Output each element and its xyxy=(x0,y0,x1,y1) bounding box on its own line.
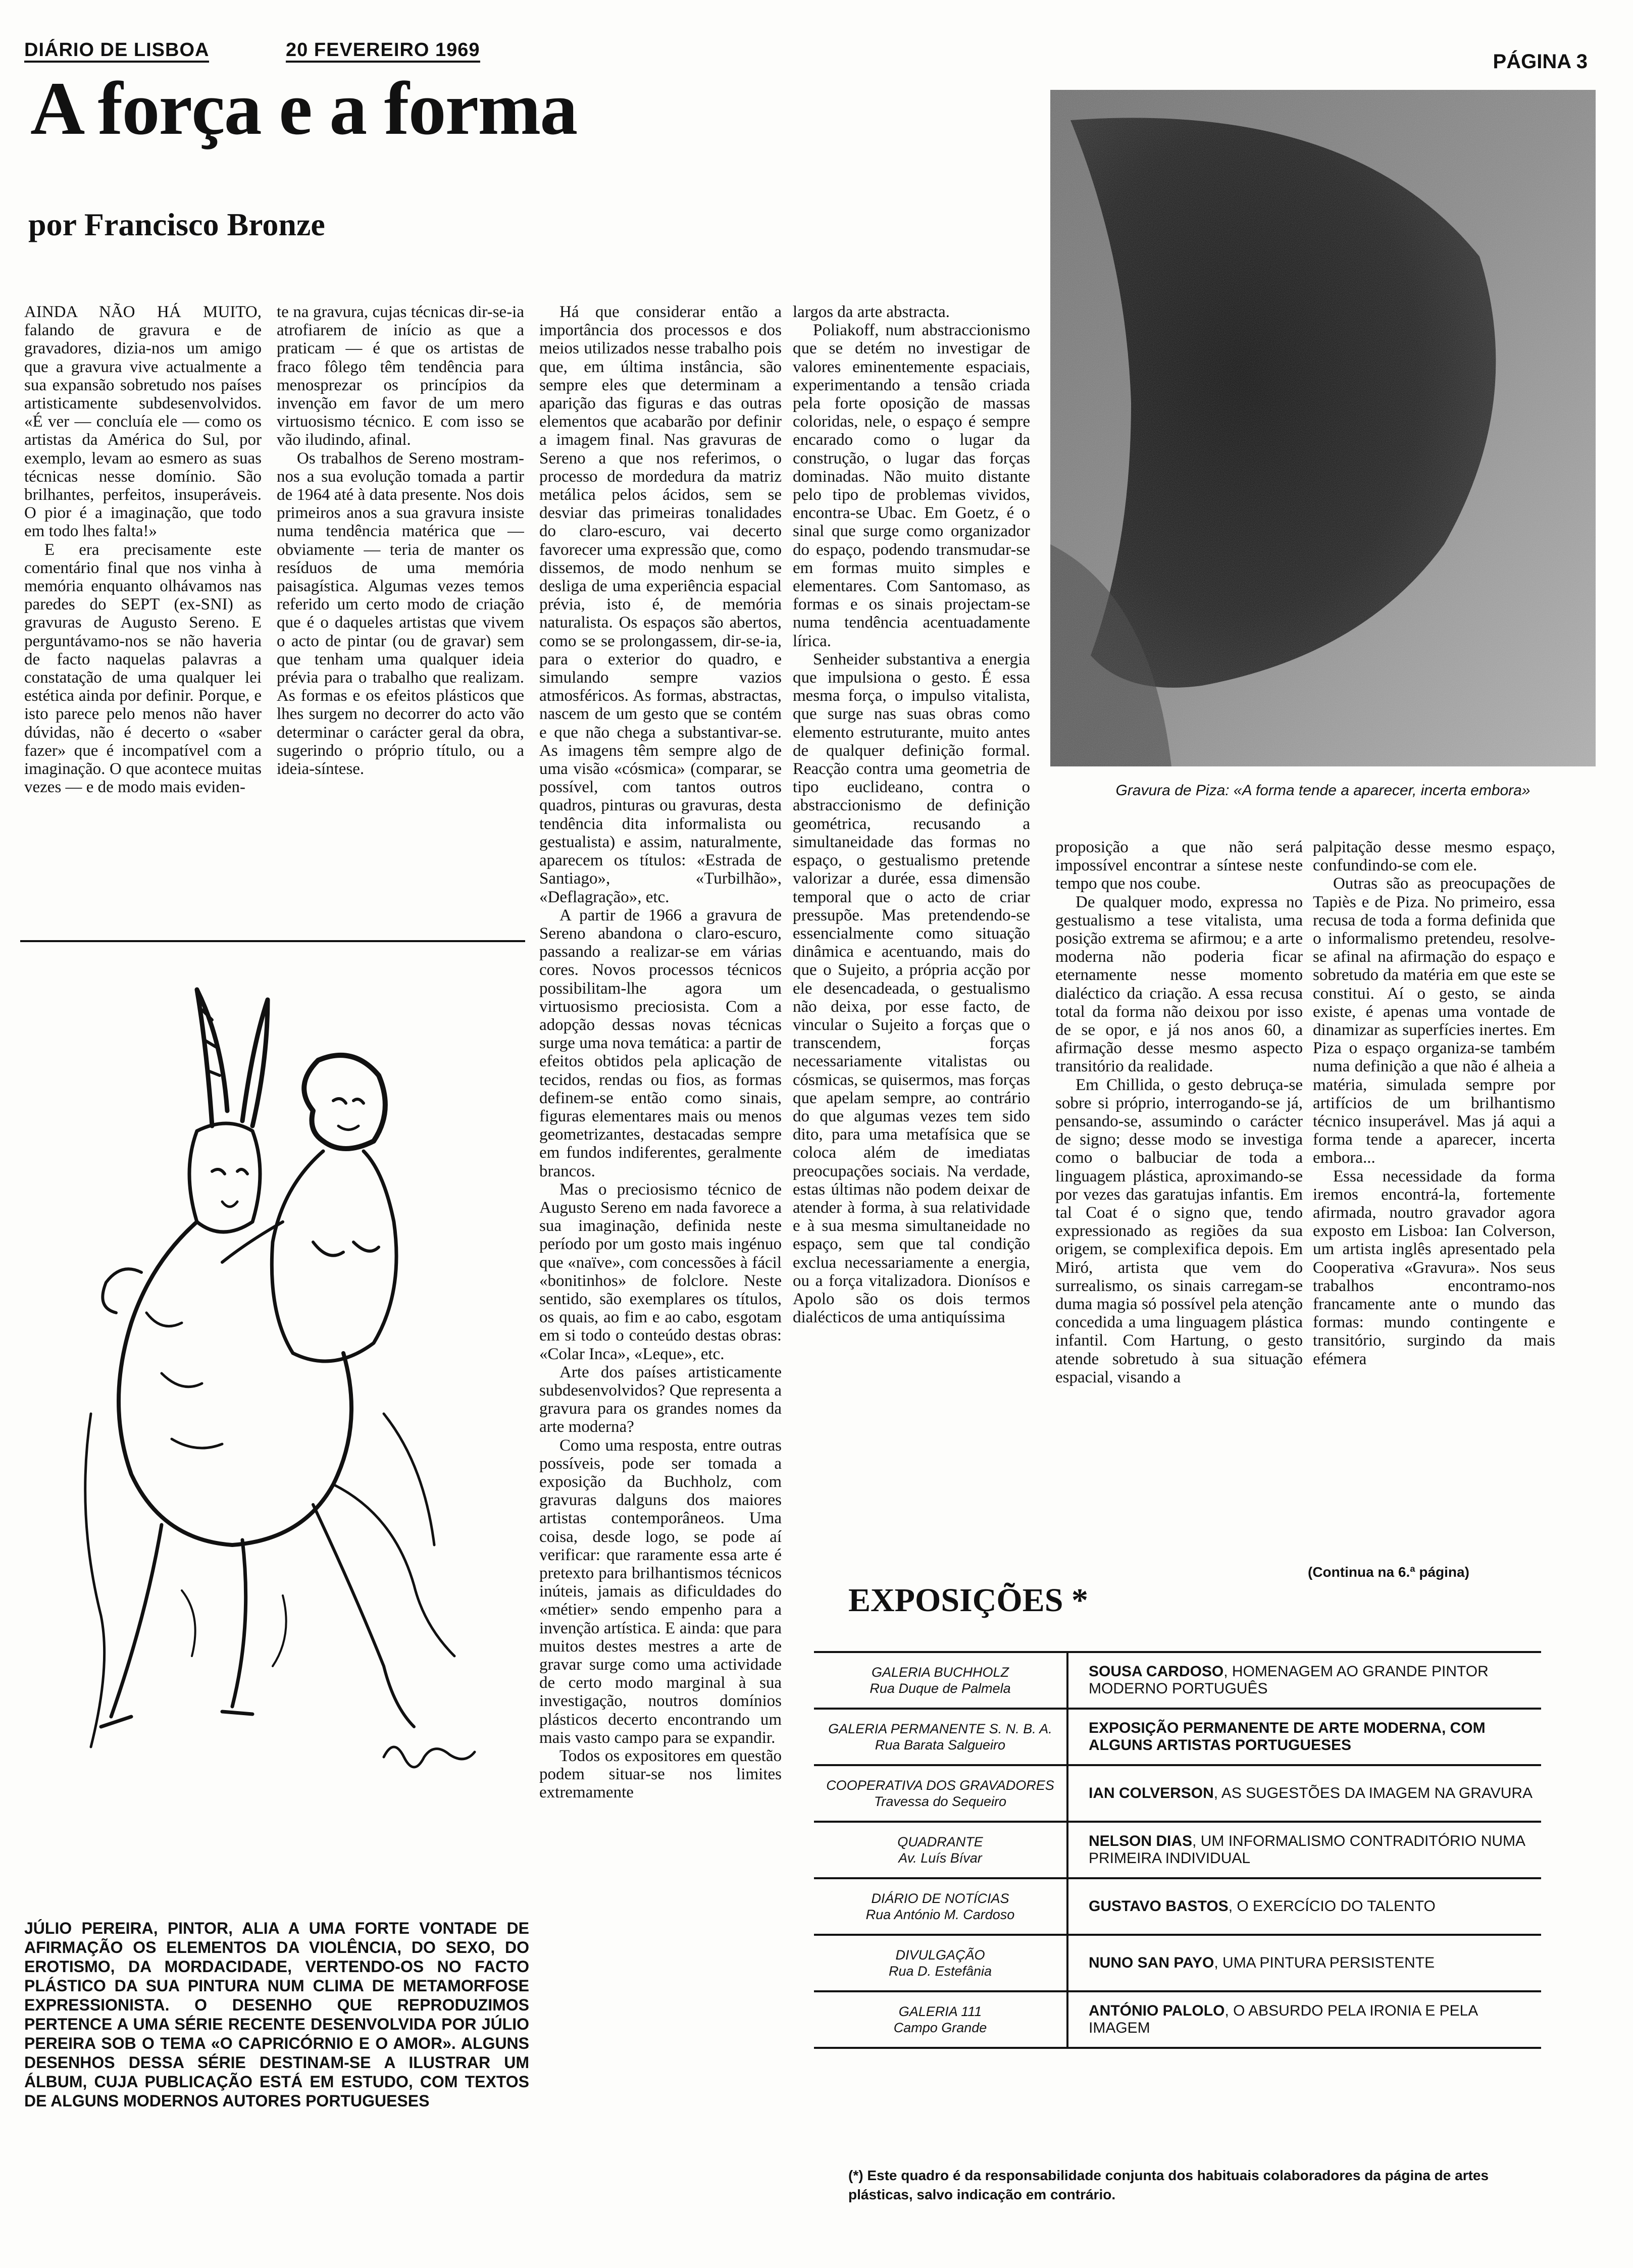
exhibition-subtitle: , AS SUGESTÕES DA IMAGEM NA GRAVURA xyxy=(1213,1785,1533,1801)
venue-name: DIVULGAÇÃO xyxy=(895,1947,985,1963)
exhibition-artist: GUSTAVO BASTOS xyxy=(1089,1898,1229,1915)
article-column-2 xyxy=(277,303,524,929)
continued-note: (Continua na 6.ª página) xyxy=(1308,1564,1469,1580)
paragraph: largos da arte abstracta. xyxy=(793,303,950,321)
paragraph: Arte dos países artisticamente subdesenvolvidos? Que representa a gravura para os grandes nomes da arte moderna? xyxy=(539,1363,782,1436)
venue-address: Rua António M. Cardoso xyxy=(865,1907,1015,1922)
newspaper-name: DIÁRIO DE LISBOA xyxy=(24,39,209,63)
exhibition-artist: ANTÓNIO PALOLO xyxy=(1089,2002,1225,2019)
article-title: A força e a forma xyxy=(30,67,577,150)
venue-address: Rua Barata Salgueiro xyxy=(875,1737,1006,1752)
masthead xyxy=(24,39,551,61)
photo-caption: Gravura de Piza: «A forma tende a aparecer, incerta embora» xyxy=(1115,782,1530,799)
paragraph: Essa necessidade da forma iremos encontrá-la, fortemente afirmada, noutro gravador agora exposto em Lisboa: Ian Colverson, um artista inglês apresentado pela Cooperativa «Gravura». Nos seus trabalhos encontramo-nos francamente ante o mundo das formas: mundo contingente e transitório, surgindo da mais efémera xyxy=(1313,1167,1555,1368)
paragraph: E era precisamente este comentário final que nos vinha à memória enquanto olhávamos nas paredes do SEPT (ex-SNI) as gravuras de Augusto Sereno. E perguntávamo-nos se não haveria de facto naquelas palavras a constatação de uma qualquer lei estética ainda por definir. Porque, e isto parece pelo menos não haver dúvidas, não é decerto o «saber fazer» que é incompatível com a imaginação. O que acontece muitas vezes — e de modo mais eviden- xyxy=(24,540,262,797)
paragraph: Há que considerar então a importância dos processos e dos meios utilizados nesse trabalho pois que, em última instância, são sempre eles que determinam a aparição das figuras e das outras elementos que acabarão por definir a imagem final. Nas gravuras de Sereno a que nos referimos, o processo de mordedura da matriz metálica pelos ácidos, sem se desviar das primeiras tonalidades do claro-escuro, vai decerto favorecer uma expressão que, como dissemos, de modo nenhum se desliga de uma experiência espacial prévia, isto é, de memória naturalista. Os espaços são abertos, como se se prolongassem, dir-se-ia, para o exterior do quadro, e simulando sempre vazios atmosféricos. As formas, abstractas, nascem de um gesto que se contém e que não chega a substantivar-se. As imagens têm sempre algo de uma visão «cósmica» (comparar, se possível, com tantos outros quadros, pinturas ou gravuras, desta tendência dita informalista ou gestualista) e assim, naturalmente, aparecem os títulos: «Estrada de Santiago», «Turbilhão», «Deflagração», etc. xyxy=(539,303,782,906)
article-column-4 xyxy=(793,303,1030,1545)
article-byline: por Francisco Bronze xyxy=(28,207,325,242)
venue-name: GALERIA PERMANENTE S. N. B. A. xyxy=(828,1721,1052,1736)
venue-name: DIÁRIO DE NOTÍCIAS xyxy=(871,1891,1009,1906)
exhibitions-title: EXPOSIÇÕES * xyxy=(848,1582,1088,1619)
article-column-6 xyxy=(1313,838,1555,1565)
exhibition-description xyxy=(1067,1935,1541,1991)
exhibition-description xyxy=(1067,1878,1541,1935)
paragraph: Poliakoff, num abstraccionismo que se detém no investigar de valores eminentemente espaciais, experimentando a tensão criada pela forte oposição de massas coloridas, nele, o espaço é sempre encarado como o lugar da construção, o lugar das forças dominadas. Não muito distante pelo tipo de problemas vividos, encontra-se Ubac. Em Goetz, é o sinal que surge como organizador do espaço, podendo transmudar-se em formas muito simples e elementares. Com Santomaso, as formas e os sinais projectam-se numa tendência acentuadamente lírica. xyxy=(793,321,1030,650)
venue-name: QUADRANTE xyxy=(897,1834,983,1849)
exhibitions-table xyxy=(814,1651,1541,2049)
drawing-caption: JÚLIO PEREIRA, PINTOR, ALIA A UMA FORTE VONTADE DE AFIRMAÇÃO OS ELEMENTOS DA VIOLÊNCIA, DO SEXO, DO EROTISMO, DA MORDACIDADE, VERTENDO-OS NO FACTO PLÁSTICO DA SUA PINTURA NUM CLIMA DE METAMORFOSE EXPRESSIONISTA. O DESENHO QUE REPRODUZIMOS PERTENCE A UMA SÉRIE RECENTE DESENVOLVIDA POR JÚLIO PEREIRA SOB O TEMA «O CAPRICÓRNIO E O AMOR». ALGUNS DESENHOS DESSA SÉRIE DESTINAM-SE A ILUSTRAR UM ÁLBUM, CUJA PUBLICAÇÃO ESTÁ EM ESTUDO, COM TEXTOS DE ALGUNS MODERNOS AUTORES PORTUGUESES xyxy=(24,1919,529,2110)
paragraph: proposição a que não será impossível encontrar a síntese neste tempo que nos coube. xyxy=(1055,838,1303,893)
paragraph: Outras são as preocupações de Tapiès e de Piza. No primeiro, essa recusa de toda a forma definida que o informalismo pretendeu, resolve-se afinal na afirmação do espaço e sobretudo da matéria em que este se constitui. Aí o gesto, se ainda existe, é apenas uma vontade de dinamizar as superfícies inertes. Em Piza o espaço organiza-se também numa definição a que não é alheia a matéria, simulada sempre por artifícios de um brilhantismo técnico insuperável. Mas já aqui a forma tende a aparecer, incerta embora... xyxy=(1313,874,1555,1167)
exhibition-description xyxy=(1067,1652,1541,1709)
exhibition-subtitle: , UM INFORMALISMO CONTRADITÓRIO NUMA PRIMEIRA INDIVIDUAL xyxy=(1089,1833,1525,1867)
paragraph: Mas o preciosismo técnico de Augusto Sereno em nada favorece a sua imaginação, definida neste período por um gosto mais ingénuo que «naïve», com concessões à fácil «bonitinhos» de folclore. Neste sentido, são exemplares os títulos, os quais, ao fim e ao cabo, esgotam em si todo o conteúdo destas obras: «Colar Inca», «Leque», etc. xyxy=(539,1180,782,1363)
exhibition-artist: NELSON DIAS xyxy=(1089,1833,1193,1849)
venue-address: Rua Duque de Palmela xyxy=(870,1681,1011,1696)
paragraph: Senheider substantiva a energia que impulsiona o gesto. É essa mesma força, o impulso vitalista, que surge nas suas obras como elemento estruturante, muito antes de qualquer definição formal. Reacção contra uma geometria de tipo euclideano, contra o abstraccionismo de definição geométrica, recusando a simultaneidade das formas no espaço, o gestualismo pretende valorizar a durée, essa dimensão temporal que o acto de criar pressupõe. Mas pretendendo-se essencialmente como situação dinâmica e acentuando, mais do que o Sujeito, a própria acção por ele desencadeada, o gestualismo não deixa, por esse facto, de vincular o Sujeito a forças que o transcendem, forças necessariamente vitalistas ou cósmicas, se quisermos, mas forças que apelam sempre, ao contrário do que algumas vezes tem sido dito, para uma metafísica que se coloca além de imediatas preocupações sociais. Na verdade, estas últimas não podem deixar de atender à forma, à sua relatividade e à sua mesma simultaneidade no espaço, sem que tal condição exclua necessariamente a energia, ou a força vitalizadora. Dionísos e Apolo são os dois termos dialécticos de uma antiquíssima xyxy=(793,650,1030,1327)
exhibition-artist: IAN COLVERSON xyxy=(1089,1785,1214,1801)
exhibition-artist: NUNO SAN PAYO xyxy=(1089,1954,1214,1971)
exhibition-row xyxy=(814,1935,1541,1991)
venue-name: COOPERATIVA DOS GRAVADORES xyxy=(826,1778,1054,1793)
exhibition-venue xyxy=(814,1991,1067,2048)
exhibition-artist: EXPOSIÇÃO PERMANENTE DE ARTE MODERNA, COM ALGUNS ARTISTAS PORTUGUESES xyxy=(1089,1720,1486,1754)
page-number: PÁGINA 3 xyxy=(1493,50,1588,73)
exhibition-venue xyxy=(814,1878,1067,1935)
venue-name: GALERIA 111 xyxy=(898,2004,982,2019)
exhibition-venue xyxy=(814,1935,1067,1991)
paragraph: AINDA NÃO HÁ MUITO, falando de gravura e de gravadores, dizia-nos um amigo que a gravura vive actualmente a sua expansão sobretudo nos países artisticamente subdesenvolvidos. «É ver — concluía ele — como os artistas da América do Sul, por exemplo, levam ao esmero as suas técnicas nesse domínio. São brilhantes, perfeitos, insuperáveis. O pior é a imaginação, que todo em todo lhes falta!» xyxy=(24,303,262,541)
exhibition-venue xyxy=(814,1822,1067,1878)
paragraph: Os trabalhos de Sereno mostram-nos a sua evolução tomada a partir de 1964 até à data presente. Nos dois primeiros anos a sua gravura insiste numa tendência matérica que — obviamente — teria de manter os resíduos de uma memória paisagística. Algumas vezes temos referido um certo modo de criação que é o daqueles artistas que vivem o acto de pintar (ou de gravar) sem que tenham uma qualquer ideia prévia para o trabalho que realizam. As formas e os efeitos plásticos que lhes surgem no decorrer do acto vão determinar o carácter geral da obra, sugerindo o próprio título, ou a ideia-síntese. xyxy=(277,449,524,779)
exhibition-description xyxy=(1067,1709,1541,1765)
exhibition-row xyxy=(814,1878,1541,1935)
exhibition-subtitle: , O EXERCÍCIO DO TALENTO xyxy=(1228,1898,1436,1915)
article-column-3 xyxy=(539,303,782,2211)
paragraph: Todos os expositores em questão podem situar-se nos limites extremamente xyxy=(539,1747,782,1802)
issue-date: 20 FEVEREIRO 1969 xyxy=(286,39,480,63)
venue-name: GALERIA BUCHHOLZ xyxy=(871,1665,1009,1680)
exhibition-description xyxy=(1067,1822,1541,1878)
venue-address: Campo Grande xyxy=(893,2020,987,2035)
venue-address: Travessa do Sequeiro xyxy=(874,1794,1007,1809)
exhibition-row xyxy=(814,1991,1541,2048)
venue-address: Rua D. Estefânia xyxy=(888,1964,992,1979)
ink-drawing xyxy=(30,959,535,1843)
exhibition-description xyxy=(1067,1765,1541,1822)
article-column-1 xyxy=(24,303,262,929)
exhibition-subtitle: , HOMENAGEM AO GRANDE PINTOR MODERNO PORTUGUÊS xyxy=(1089,1663,1489,1697)
paragraph: Como uma resposta, entre outras possíveis, pode ser tomada a exposição da Buchholz, com gravuras dalguns dos maiores artistas contemporâneos. Uma coisa, desde logo, se pode aí verificar: que raramente essa arte é pretexto para brilhantismos técnicos inúteis, jamais as dificuldades do «métier» sendo empenho para a invenção artística. E ainda: que para muitos destes mestres a arte de gravar surge como uma actividade de certo modo marginal à sua investigação, noutros domínios plásticos decerto encontrando um mais vasto campo para se expandir. xyxy=(539,1436,782,1747)
exhibition-artist: SOUSA CARDOSO xyxy=(1089,1663,1224,1680)
article-column-5 xyxy=(1055,838,1303,1565)
exhibitions-footnote: (*) Este quadro é da responsabilidade conjunta dos habituais colaboradores da página de artes plásticas, salvo indicação em contrário. xyxy=(848,2168,1489,2202)
exhibition-subtitle: , UMA PINTURA PERSISTENTE xyxy=(1214,1954,1435,1971)
paragraph: Em Chillida, o gesto debruça-se sobre si próprio, interrogando-se já, pensando-se, assumindo o carácter de signo; desse modo se investiga como o balbuciar de toda a linguagem plástica, aproximando-se por vezes das garatujas infantis. Em tal Coat é o signo que, tendo expressionado as regiões da sua origem, se complexifica depois. Em Miró, artista que vem do surrealismo, os sinais carregam-se duma magia só possível pela atenção concedida a uma linguagem plástica infantil. Com Hartung, o gesto atende sobretudo à sua situação espacial, visando a xyxy=(1055,1075,1303,1386)
exhibition-row xyxy=(814,1822,1541,1878)
paragraph: A partir de 1966 a gravura de Sereno abandona o claro-escuro, passando a realizar-se em várias cores. Novos processos técnicos possibilitam-lhe agora um virtuosismo preciosista. Com a adopção dessas novas técnicas surge uma nova temática: a partir de efeitos obtidos pela aplicação de tecidos, rendas ou fios, as formas definem-se então como sinais, figuras elementares mais ou menos geometrizantes, destacadas sempre em fundos indiferentes, geralmente brancos. xyxy=(539,906,782,1180)
exhibition-description xyxy=(1067,1991,1541,2048)
engraving-photo xyxy=(1050,90,1596,766)
exhibition-row xyxy=(814,1652,1541,1709)
paragraph: te na gravura, cujas técnicas dir-se-ia atrofiarem de início as que a praticam — é que os artistas de fraco fôlego têm tendência para menosprezar os princípios da invenção em favor de um mero virtuosismo técnico. E com isso se vão iludindo, afinal. xyxy=(277,303,524,449)
section-divider xyxy=(20,940,525,942)
exhibition-venue xyxy=(814,1765,1067,1822)
exhibition-venue xyxy=(814,1652,1067,1709)
exhibition-row xyxy=(814,1709,1541,1765)
paragraph: palpitação desse mesmo espaço, confundindo-se com ele. xyxy=(1313,838,1555,875)
exhibition-row xyxy=(814,1765,1541,1822)
venue-address: Av. Luís Bívar xyxy=(898,1850,982,1866)
exhibition-venue xyxy=(814,1709,1067,1765)
paragraph: De qualquer modo, expressa no gestualismo a tese vitalista, uma posição extrema se afirmou; e a arte moderna não poderia ficar eternamente nesse momento dialéctico da criação. A essa recusa total da forma não deixou por isso de se opor, e já nos anos 60, a afirmação desse mesmo aspecto transitório da realidade. xyxy=(1055,893,1303,1076)
exhibition-subtitle: , O ABSURDO PELA IRONIA E PELA IMAGEM xyxy=(1089,2002,1477,2036)
